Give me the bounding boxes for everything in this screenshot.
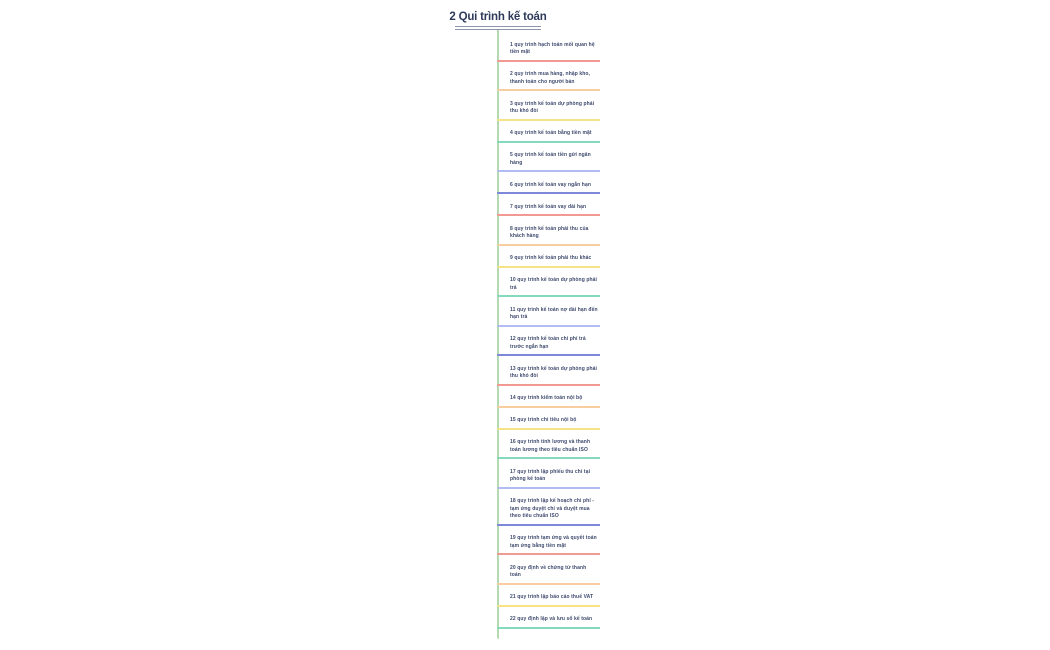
topic-item-label: 18 quy trình lập kế hoạch chi phí -tạm ứng duyệt chi và duyệt mua theo tiêu chuẩn ISO <box>510 498 595 519</box>
topic-item[interactable] <box>497 555 600 585</box>
topic-item-label: 3 quy trình kế toán dự phòng phải thu khó đòi <box>510 100 595 114</box>
topic-item[interactable] <box>497 386 600 408</box>
underline-top <box>455 26 541 27</box>
topic-item-label: 4 quy trình kế toán bằng tiền mặt <box>510 130 592 136</box>
topic-item[interactable] <box>497 585 600 607</box>
topic-item[interactable] <box>497 172 600 194</box>
topic-item[interactable] <box>497 62 600 92</box>
topic-item-label: 19 quy trình tạm ứng và quyết toán tạm ứng bằng tiền mặt <box>510 535 597 549</box>
topic-item-label: 14 quy trình kiểm toán nội bộ <box>510 395 583 401</box>
topic-item[interactable] <box>497 268 600 298</box>
topic-item[interactable] <box>497 121 600 143</box>
topic-item[interactable] <box>497 297 600 327</box>
topic-item[interactable] <box>497 607 600 629</box>
topic-item-label: 15 quy trình chi tiêu nội bộ <box>510 417 577 423</box>
topic-item[interactable] <box>497 408 600 430</box>
topic-item-label: 6 quy trình kế toán vay ngắn hạn <box>510 181 591 188</box>
topic-item-label: 1 quy trình hạch toán mối quan hệ tiền mặt <box>510 41 595 55</box>
topic-item-label: 8 quy trình kế toán phải thu của khách hàng <box>510 225 589 239</box>
topic-item[interactable] <box>497 32 600 62</box>
topic-item-label: 12 quy trình kế toán chi phí trả trước ngắn hạn <box>510 336 586 350</box>
topic-item[interactable] <box>497 430 600 460</box>
topic-item-label: 5 quy trình kế toán tiền gửi ngân hàng <box>510 152 591 166</box>
topic-item-label: 22 quy định lập và lưu sổ kế toán <box>510 616 593 622</box>
topic-item-label: 16 quy trình tính lương và thanh toán lương theo tiêu chuẩn ISO <box>510 439 591 453</box>
topic-item[interactable] <box>497 489 600 526</box>
topic-item[interactable] <box>497 356 600 386</box>
topic-item[interactable] <box>497 194 600 216</box>
topic-item[interactable] <box>497 143 600 173</box>
topic-item-label: 17 quy trình lập phiếu thu chi tại phòng kế toán <box>510 468 591 482</box>
topic-item-label: 7 quy trình kế toán vay dài hạn <box>510 203 587 210</box>
topic-item[interactable] <box>497 246 600 268</box>
topic-item[interactable] <box>497 526 600 556</box>
topic-item-label: 10 quy trình kế toán dự phòng phải trả <box>510 277 598 291</box>
branch-list <box>497 32 600 629</box>
topic-item-label: 9 quy trình kế toán phải thu khác <box>510 255 592 261</box>
topic-item[interactable] <box>497 459 600 489</box>
central-topic-label: 2 Qui trình kế toán <box>449 11 547 23</box>
topic-item[interactable] <box>497 327 600 357</box>
topic-item-label: 20 quy định về chứng từ thanh toán <box>510 564 587 578</box>
topic-item[interactable] <box>497 91 600 121</box>
topic-item[interactable] <box>497 216 600 246</box>
topic-item-label: 2 quy trình mua hàng, nhập kho, thanh toán cho người bán <box>510 71 591 85</box>
topic-item-label: 13 quy trình kế toán dự phòng phải thu khó đòi <box>510 365 598 379</box>
topic-item-label: 21 quy trình lập báo cáo thuế VAT <box>510 594 594 600</box>
topic-item-label: 11 quy trình kế toán nợ dài hạn đến hạn trả <box>510 306 598 320</box>
